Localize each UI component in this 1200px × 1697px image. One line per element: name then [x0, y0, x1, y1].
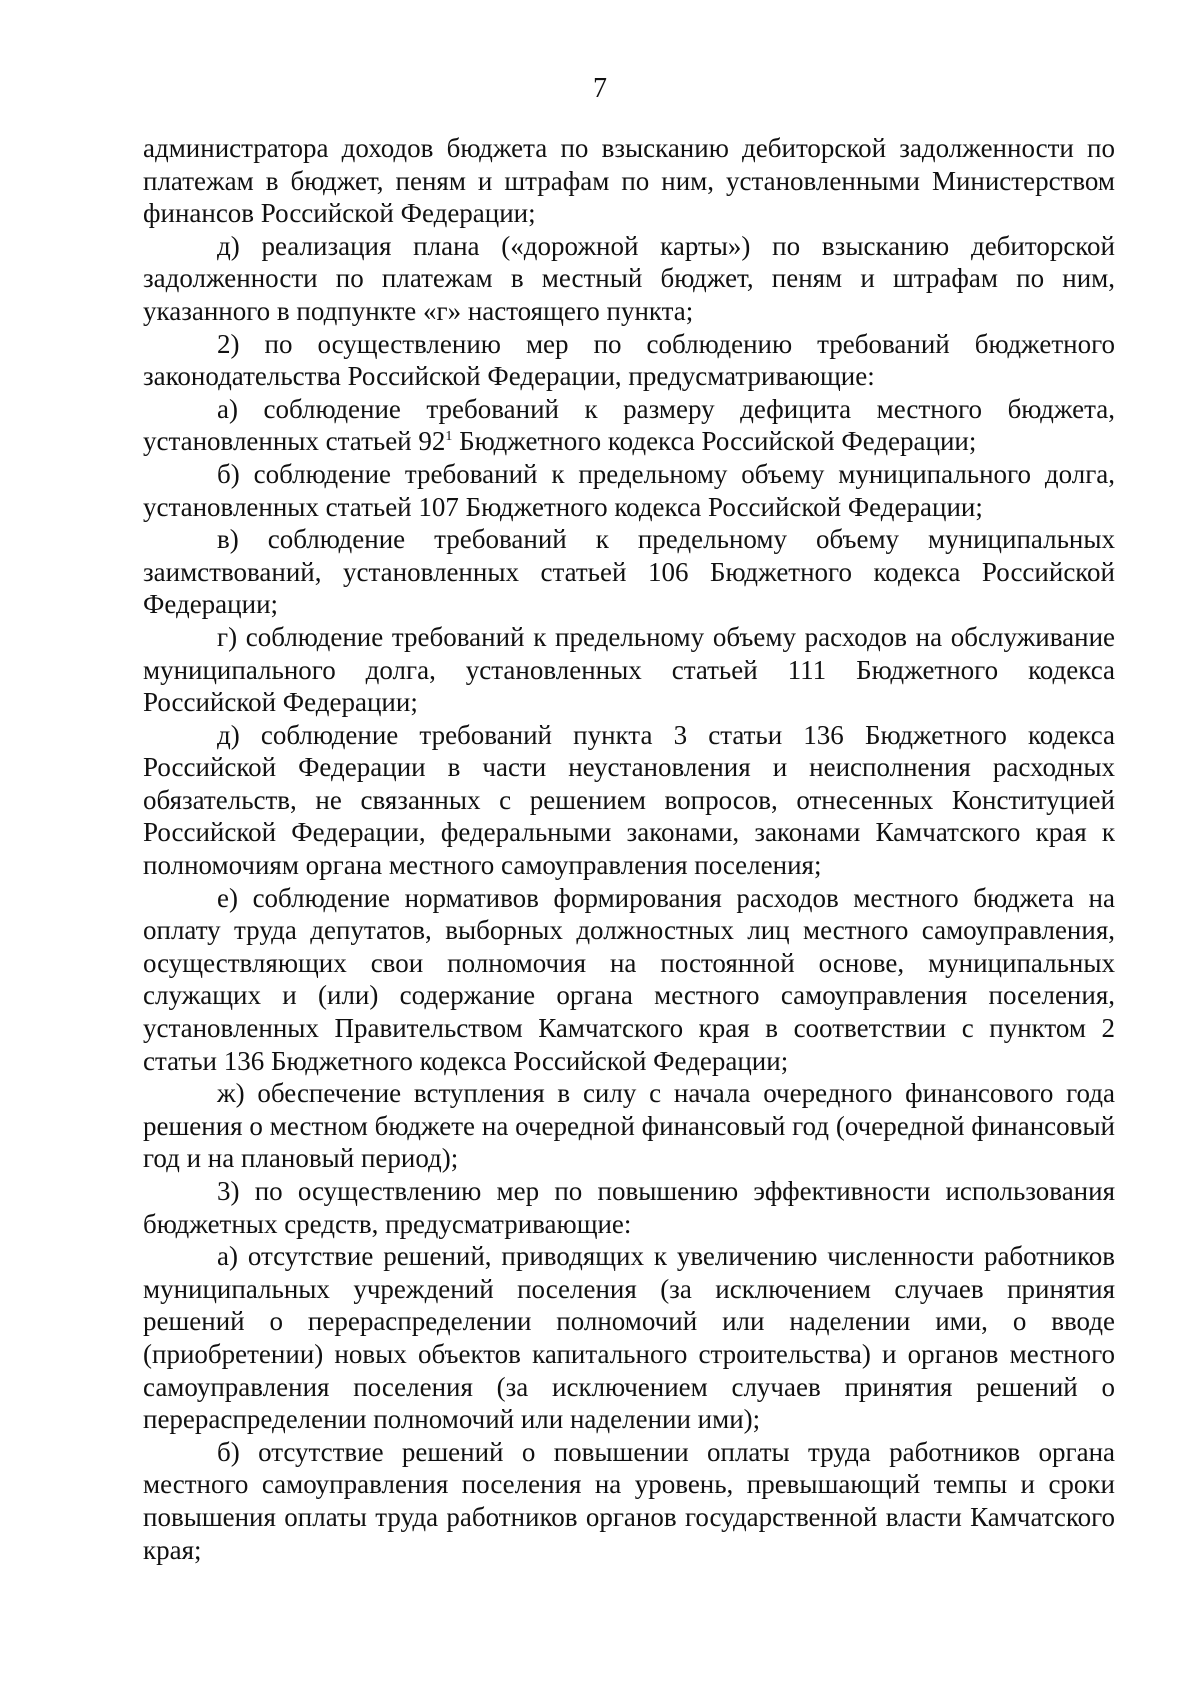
document-body: [143, 132, 1115, 1566]
paragraph-text-tail: Бюджетного кодекса Российской Федерации;: [452, 426, 977, 457]
paragraph: а) отсутствие решений, приводящих к увеличению численности работников муниципальных учреждений поселения (за исключением случаев принятия решений о перераспределении полномочий или наделении ими, о вводе (приобретении) новых объектов капитального строительства) и органов местного самоуправления поселения (за исключением случаев принятия решений о перераспределении полномочий или наделении ими);: [143, 1241, 1115, 1435]
paragraph: 3) по осуществлению мер по повышению эффективности использования бюджетных средств, предусматривающие:: [143, 1176, 1115, 1239]
paragraph: б) отсутствие решений о повышении оплаты труда работников органа местного самоуправления поселения на уровень, превышающий темпы и сроки повышения оплаты труда работников органов государственной власти Камчатского края;: [143, 1436, 1115, 1565]
paragraph-text: а) соблюдение требований к размеру дефицита местного бюджета, установленных статьей 92: [143, 393, 1115, 457]
paragraph: в) соблюдение требований к предельному объему муниципальных заимствований, установленных статьей 106 Бюджетного кодекса Российской Федерации;: [143, 524, 1115, 620]
paragraph: е) соблюдение нормативов формирования расходов местного бюджета на оплату труда депутатов, выборных должностных лиц местного самоуправления, осуществляющих свои полномочия на постоянной основе, муниципальных служащих и (или) содержание органа местного самоуправления поселения, установленных Правительством Камчатского края в соответствии с пунктом 2 статьи 136 Бюджетного кодекса Российской Федерации;: [143, 882, 1115, 1076]
paragraph: ж) обеспечение вступления в силу с начала очередного финансового года решения о местном бюджете на очередной финансовый год (очередной финансовый год и на плановый период);: [143, 1078, 1115, 1174]
paragraph: д) соблюдение требований пункта 3 статьи 136 Бюджетного кодекса Российской Федерации в части неустановления и неисполнения расходных обязательств, не связанных с решением вопросов, отнесенных Конституцией Российской Федерации, федеральными законами, законами Камчатского края к полномочиям органа местного самоуправления поселения;: [143, 719, 1115, 881]
superscript: 1: [445, 429, 453, 445]
paragraph: 2) по осуществлению мер по соблюдению требований бюджетного законодательства Российской Федерации, предусматривающие:: [143, 328, 1115, 392]
paragraph: г) соблюдение требований к предельному объему расходов на обслуживание муниципального долга, установленных статьей 111 Бюджетного кодекса Российской Федерации;: [143, 621, 1115, 718]
paragraph: б) соблюдение требований к предельному объему муниципального долга, установленных статьей 107 Бюджетного кодекса Российской Федерации;: [143, 458, 1115, 522]
paragraph: д) реализация плана («дорожной карты») по взысканию дебиторской задолженности по платежам в местный бюджет, пеням и штрафам по ним, указанного в подпункте «г» настоящего пункта;: [143, 230, 1115, 326]
paragraph: администратора доходов бюджета по взысканию дебиторской задолженности по платежам в бюджет, пеням и штрафам по ним, установленными Министерством финансов Российской Федерации;: [143, 133, 1115, 229]
paragraph: [143, 393, 1115, 458]
page-number: 7: [593, 73, 607, 104]
